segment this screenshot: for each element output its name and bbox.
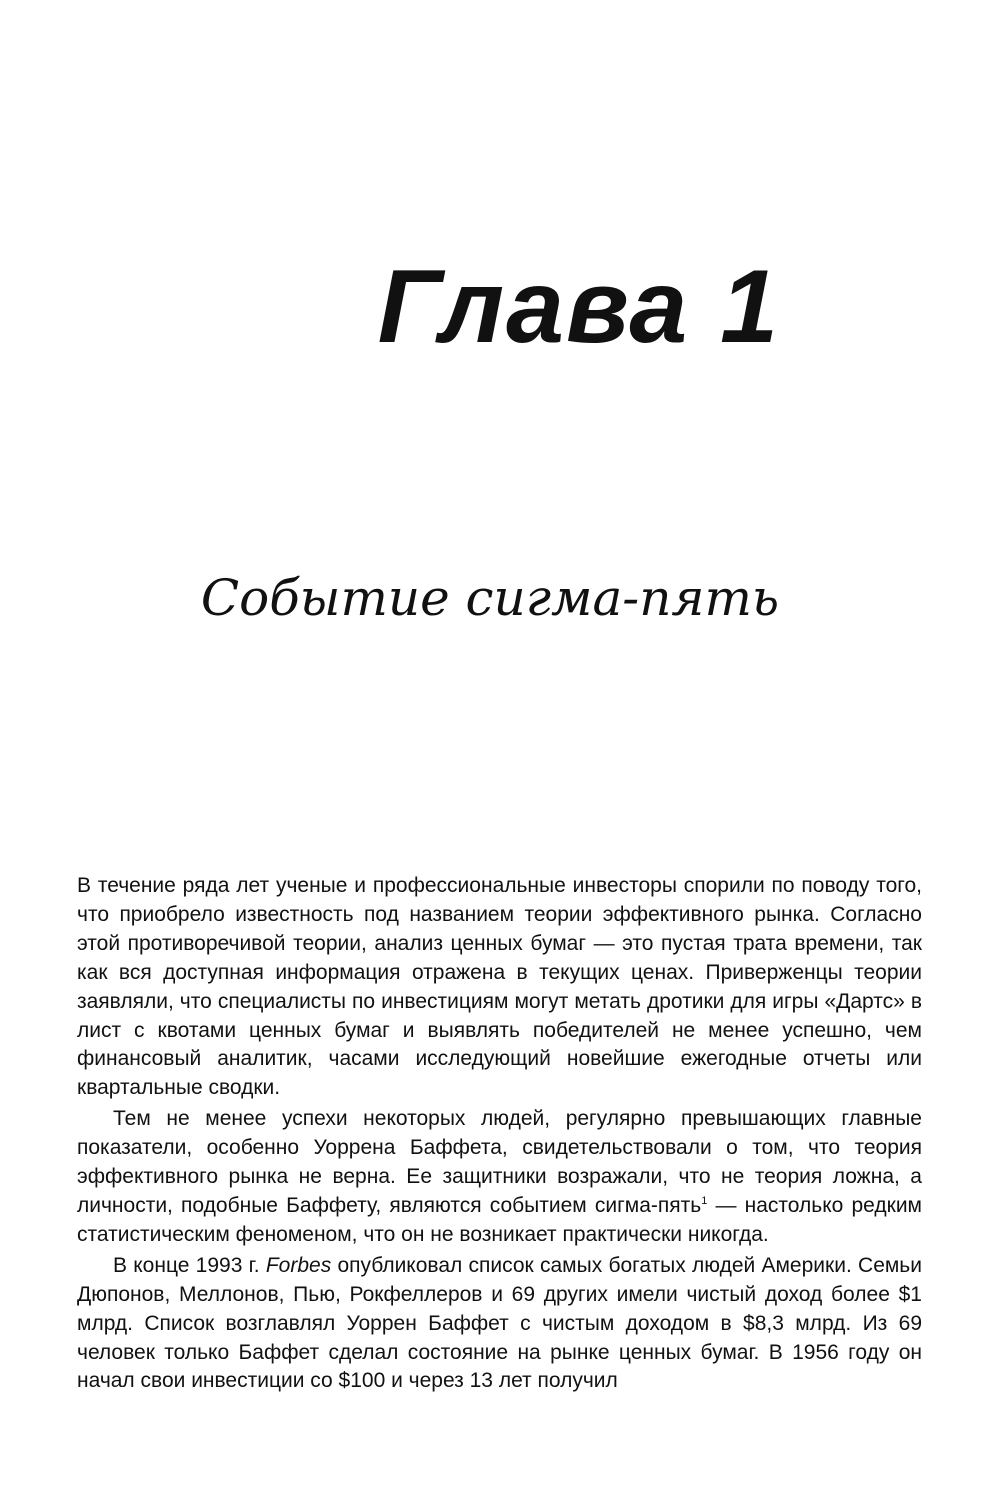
footnote-marker[interactable]: 1 xyxy=(701,1194,708,1207)
chapter-subtitle: Событие сигма-пять xyxy=(200,569,780,627)
paragraph-3-text-before: В конце 1993 г. xyxy=(113,1253,266,1277)
paragraph-2-text-after: — настолько редким статистическим феноменом, что он не возникает практически никогда. xyxy=(77,1193,922,1246)
paragraph-2-text-before: Тем не менее успехи некоторых людей, регулярно превышающих главные показатели, особенно Уоррена Баффета, свидетельствовали о том, что теория эффективного рынка не верна. Ее защитники возражали, что не теория ложна, а личности, подобные Баффету, являются событием сигма-пять xyxy=(77,1107,922,1217)
paragraph-3 xyxy=(77,1252,922,1397)
forbes-title: Forbes xyxy=(265,1253,332,1277)
paragraph-3-text-after: опубликовал список самых богатых людей Америки. Семьи Дюпонов, Меллонов, Пью, Рокфеллеров и 69 других имели чистый доход более $1 млрд. Список возглавлял Уоррен Баффет с чистым доходом в $8,3 млрд. Из 69 человек только Баффет сделал состояние на рынке ценных бумаг. В 1956 году он начал свои инвестиции со $100 и через 13 лет получил xyxy=(77,1253,922,1393)
paragraph-2 xyxy=(77,1105,922,1250)
paragraph-1: В течение ряда лет ученые и профессиональные инвесторы спорили по поводу того, что приобрело известность под названием теории эффективного рынка. Согласно этой противоречивой теории, анализ ценных бумаг — это пустая трата времени, так как вся доступная информация отражена в текущих ценах. Приверженцы теории заявляли, что специалисты по инвестициям могут метать дротики для игры «Дартс» в лист с квотами ценных бумаг и выявлять победителей не менее успешно, чем финансовый аналитик, часами исследующий новейшие ежегодные отчеты или квартальные сводки. xyxy=(77,874,922,1100)
chapter-title: Глава 1 xyxy=(377,249,780,365)
chapter-body xyxy=(77,872,922,1398)
